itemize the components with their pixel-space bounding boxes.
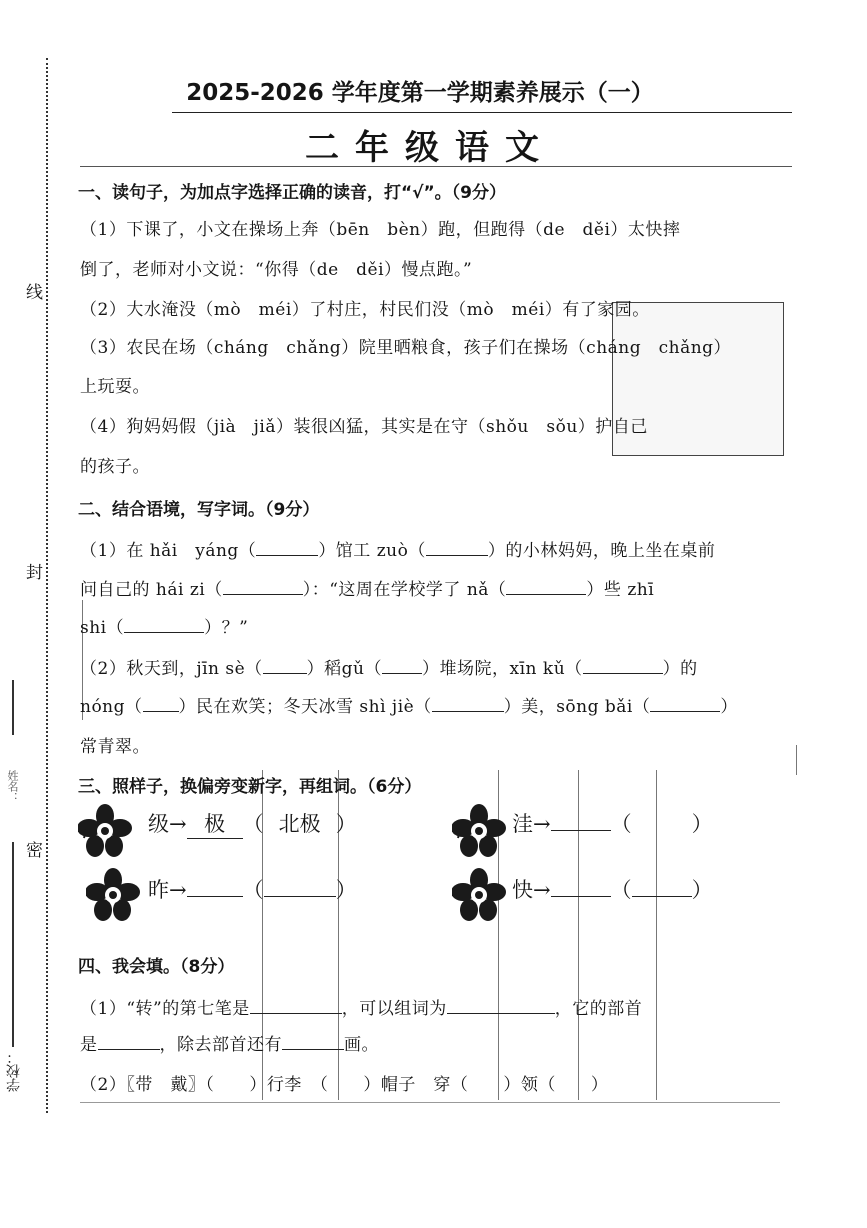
text: ） (590, 1075, 609, 1095)
text: 问自己的 hái zi（ (80, 580, 223, 600)
answer-blank[interactable] (426, 539, 488, 556)
section1-line-1: （1）下课了，小文在操场上奔（bēn bèn）跑，但跑得（de děi）太快摔 (80, 220, 681, 240)
section1-line-5: 上玩耍。 (80, 377, 150, 397)
text: ，除去部首还有 (159, 1035, 282, 1055)
arrow: → (533, 878, 551, 902)
word-blank[interactable] (264, 896, 336, 897)
example-word: 北极 (278, 812, 321, 836)
flower-icon (452, 868, 506, 922)
text: （2）秋天到，jīn sè（ (80, 659, 263, 679)
section1-line-4: （3）农民在场（cháng chǎng）院里晒粮食，孩子们在操场（cháng chǎng） (80, 338, 732, 358)
section2-line-4 (80, 654, 698, 679)
paren: （ (242, 878, 264, 902)
seal-mark-mi: 密 (26, 841, 43, 861)
paren: ） (335, 812, 357, 836)
section1-line-7: 的孩子。 (80, 457, 150, 477)
paren: ） (691, 878, 713, 902)
section1-heading: 一、读句子，为加点字选择正确的读音，打“√”。（9分） (78, 183, 507, 203)
text: ）稻gǔ（ (306, 659, 383, 679)
text: ）帽子 (363, 1075, 416, 1095)
answer-blank[interactable] (506, 578, 586, 595)
page-title: 2025-2026 学年度第一学期素养展示（一） (186, 80, 654, 106)
section1-line-6: （4）狗妈妈假（jià jiǎ）装很凶猛，其实是在守（shǒu sǒu）护自己 (80, 417, 648, 437)
flower-icon (78, 804, 132, 858)
subtitle-rule (80, 166, 792, 167)
answer-blank[interactable] (650, 695, 720, 712)
text: 是 (80, 1035, 98, 1055)
section2-line-1 (80, 536, 715, 561)
answer-blank[interactable] (223, 578, 303, 595)
text: ）美，sōng bǎi（ (503, 697, 651, 717)
paren: （ (610, 878, 632, 902)
answer-blank[interactable] (98, 1033, 160, 1050)
text: （ (319, 1075, 329, 1095)
paren: ） (335, 878, 357, 902)
word-blank[interactable] (632, 896, 692, 897)
text: ）领（ (503, 1075, 556, 1095)
binding-dotted-line (46, 58, 48, 1113)
section3-heading: 三、照样子，换偏旁变新字，再组词。（6分） (78, 777, 422, 797)
school-write-line[interactable] (12, 1010, 14, 1030)
arrow: → (169, 812, 187, 836)
radical-item-1 (148, 808, 357, 839)
text: 戴〗（ (170, 1075, 215, 1095)
section4-heading: 四、我会填。（8分） (78, 957, 235, 977)
arrow: → (533, 812, 551, 836)
answer-blank[interactable] (124, 616, 204, 633)
answer-blank[interactable] (263, 657, 307, 674)
paren: （ (242, 812, 264, 836)
text: ，可以组词为 (341, 999, 447, 1019)
answer-blank[interactable] (282, 1033, 344, 1050)
answer-blank[interactable] (143, 695, 179, 712)
text: ）的 (662, 659, 698, 679)
text: ）馆工 zuò（ (318, 541, 426, 561)
seal-mark-xian: 线 (26, 283, 43, 303)
paren: ） (691, 812, 713, 836)
text: ）？” (204, 618, 249, 638)
section4-line-2 (80, 1030, 379, 1055)
text: （1）在 hǎi yáng（ (80, 541, 257, 561)
answer-blank[interactable] (382, 657, 422, 674)
section2-heading: 二、结合语境，写字词。（9分） (78, 500, 320, 520)
school-label: 学校： (6, 1050, 22, 1092)
title-rule (172, 112, 792, 113)
new-char-blank[interactable] (551, 830, 611, 831)
text: ）：“这周在学校学了 nǎ（ (302, 580, 507, 600)
source-char: 快 (512, 878, 533, 902)
section1-line-3: （2）大水淹没（mò méi）了村庄，村民们没（mò méi）有了家园。 (80, 300, 650, 320)
text: ，它的部首 (554, 999, 643, 1019)
answer-blank[interactable] (583, 657, 663, 674)
seal-mark-feng: 封 (26, 563, 43, 583)
section2-line-6: 常青翠。 (80, 737, 150, 757)
new-char-blank[interactable] (187, 896, 243, 897)
text: （2）〖带 (80, 1075, 153, 1095)
text: shi（ (80, 618, 125, 638)
section4-line-1 (80, 994, 642, 1019)
flower-icon (86, 868, 140, 922)
name-write-line[interactable] (12, 680, 14, 735)
arrow: → (169, 878, 187, 902)
source-char: 洼 (512, 812, 533, 836)
radical-item-4 (512, 874, 713, 904)
answer-blank[interactable] (250, 997, 342, 1014)
text: nóng（ (80, 697, 143, 717)
radical-item-3 (148, 874, 357, 904)
radical-item-2 (512, 808, 713, 838)
section4-line-3 (80, 1070, 608, 1095)
section2-line-5 (80, 692, 738, 717)
paren: （ (610, 812, 632, 836)
text: ）民在欢笑；冬天冰雪 shì jiè（ (178, 697, 432, 717)
answer-blank[interactable] (447, 997, 555, 1014)
text: ）些 zhī (586, 580, 655, 600)
table-bottom-rule (80, 1102, 780, 1103)
text: ） (720, 697, 738, 717)
text: 画。 (344, 1035, 379, 1055)
answer-blank[interactable] (256, 539, 318, 556)
new-char-blank[interactable] (551, 896, 611, 897)
new-char: 极 (187, 808, 243, 839)
text: ）堆场院，xīn kǔ（ (422, 659, 583, 679)
section1-line-2: 倒了，老师对小文说：“你得（de děi）慢点跑。” (80, 260, 473, 280)
source-char: 昨 (148, 878, 169, 902)
name-label: 姓名： (6, 770, 19, 803)
text: ）行李 (249, 1075, 302, 1095)
answer-blank[interactable] (432, 695, 504, 712)
text: （1）“转”的第七笔是 (80, 999, 250, 1019)
flower-icon (452, 804, 506, 858)
section2-line-2 (80, 575, 654, 600)
text: 穿（ (433, 1075, 469, 1095)
page-subtitle: 二年级语文 (305, 128, 555, 168)
section2-line-3 (80, 613, 248, 638)
grid-line (796, 745, 797, 775)
source-char: 级 (148, 812, 169, 836)
text: ）的小林妈妈，晚上坐在桌前 (487, 541, 716, 561)
